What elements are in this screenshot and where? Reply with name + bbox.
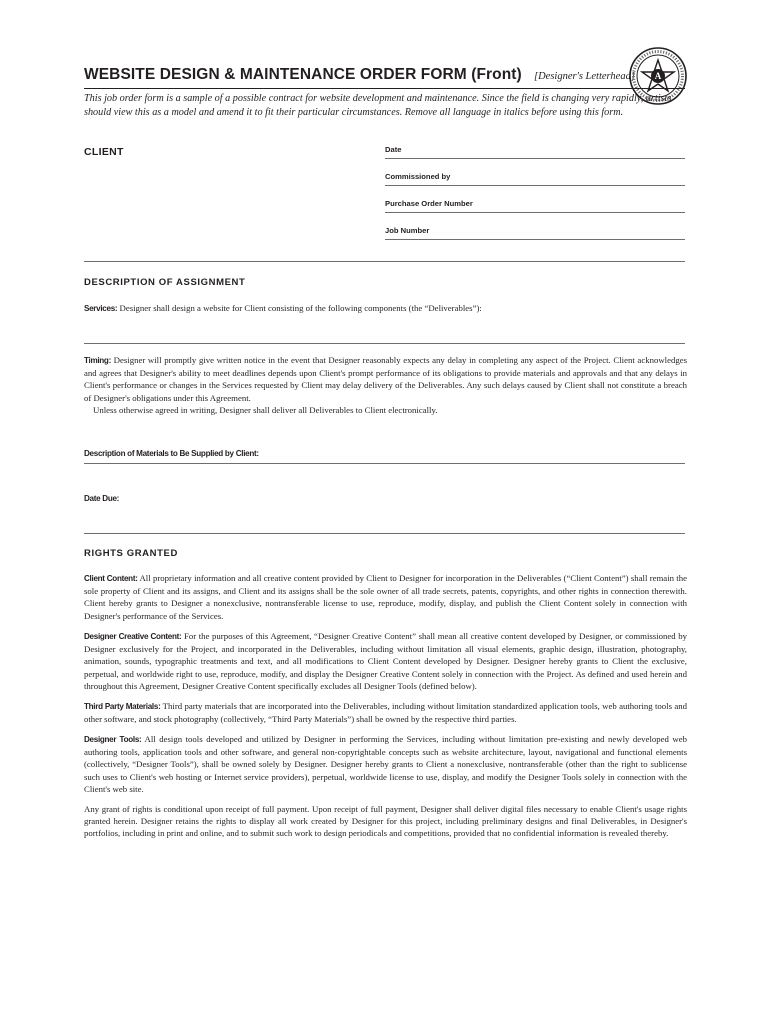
client-content-label: Client Content: xyxy=(84,574,138,583)
third-party-label: Third Party Materials: xyxy=(84,702,161,711)
job-number-field[interactable] xyxy=(385,226,685,235)
timing-text: Designer will promptly give written notice in the event that Designer reasonably expects any delay in completing any aspect of the Project. Client acknowledges and agrees that Designer's ability to meet deadlines depends upon Client's prompt performance of its obligations to provide materials and approvals and that any delays in Client's performance or changes in the Services requested by Client may delay delivery of the Deliverables. Any such delays caused by Client shall not constitute a breach of Designer's obligations under this Agreement. xyxy=(84,355,687,403)
date-field-line xyxy=(385,158,685,159)
title-rule xyxy=(84,88,685,89)
date-due-entry-line[interactable] xyxy=(84,533,685,534)
intro-instructions: This job order form is a sample of a possible contract for website development and maintenance. Since the field is changing very rapidly, artists should view this as a model and amend it to fit their particular circumstances. Remove all language in italics before using this form. xyxy=(84,93,672,118)
purchase-order-line xyxy=(385,212,685,213)
designer-content-label: Designer Creative Content: xyxy=(84,632,182,641)
third-party-paragraph xyxy=(84,700,687,725)
designer-tools-label: Designer Tools: xyxy=(84,735,142,744)
commissioned-by-field[interactable] xyxy=(385,172,685,181)
commissioned-by-line xyxy=(385,185,685,186)
letterhead-placeholder: [Designer's Letterhead] xyxy=(534,71,635,82)
job-number-label: Job Number xyxy=(385,226,430,235)
designer-content-text: For the purposes of this Agreement, “Designer Creative Content” shall mean all creative content developed by Designer, or commissioned by Designer exclusively for the Project, and incorporated in the Deliverables, including without limitation all visual elements, graphic design, illustration, photography, animation, sounds, typographic treatments and text, and all modifications to Client Content developed by Designer. Designer hereby grants to Client the exclusive, perpetual, and worldwide right to use, reproduce, modify, and display the Designer Creative Content solely in connection with the Project. As defined and used herein and throughout this Agreement, Designer Creative Content specifically excludes all Designer Tools (defined below). xyxy=(84,631,687,691)
svg-text:A: A xyxy=(654,71,662,81)
rights-heading: RIGHTS GRANTED xyxy=(84,548,178,559)
materials-entry-line[interactable] xyxy=(84,463,685,464)
form-title: WEBSITE DESIGN & MAINTENANCE ORDER FORM (Front) xyxy=(84,66,522,83)
assignment-heading: DESCRIPTION OF ASSIGNMENT xyxy=(84,277,246,288)
client-content-text: All proprietary information and all creative content provided by Client to Designer for incorporation in the Deliverables (“Client Content”) shall remain the sole property of Client and its assigns, and Client and its assigns shall be the sole owner of all trade secrets, patents, copyrights, and other rights in connection therewith. Client hereby grants to Designer a nonexclusive, nontransferable license to use, reproduce, modify, display, and publish the Client Content solely in connection with Designer's performance of the Services. xyxy=(84,573,687,621)
client-content-paragraph xyxy=(84,572,687,622)
client-label: CLIENT xyxy=(84,146,124,158)
designer-tools-text: All design tools developed and utilized by Designer in performing the Services, including without limitation pre-existing and newly developed web authoring tools, application tools and other software, and general non-copyrightable concepts such as website architecture, layout, navigational and functional elements (collectively, “Designer Tools”), shall be owned solely by Designer. Designer hereby grants to Client a nonexclusive, nontransferable (other than the right to sublicense such uses to Client's web hosting or Internet service providers), perpetual, worldwide license to use, display, and modify the Designer Tools solely in connection with the Client's web site. xyxy=(84,734,688,794)
services-entry-line[interactable] xyxy=(84,343,685,344)
closing-paragraph: Any grant of rights is conditional upon receipt of full payment. Upon receipt of full payment, Designer shall deliver digital files necessary to enable Client's usage rights granted herein. Designer retains the rights to display all work created by Designer for this project, including preliminary designs and final Deliverables, in Designer's portfolios, including in print and online, and to submit such work to design periodicals and competitions, provided that no confidential information is revealed thereby. xyxy=(84,804,687,839)
date-field-label: Date xyxy=(385,145,402,154)
purchase-order-label: Purchase Order Number xyxy=(385,199,473,208)
services-paragraph xyxy=(84,302,687,315)
designer-tools-paragraph xyxy=(84,733,687,795)
designer-content-paragraph xyxy=(84,630,687,692)
third-party-text: Third party materials that are incorporated into the Deliverables, including without limitation standardized application tools, web authoring tools and other software, and stock photography (collectively, “Third Party Materials”) shall be owned by the respective third parties. xyxy=(84,701,687,725)
services-text: Designer shall design a website for Client consisting of the following components (the “Deliverables”): xyxy=(117,303,482,313)
timing-text-delivery: Unless otherwise agreed in writing, Designer shall deliver all Deliverables to Client electronically. xyxy=(93,404,438,415)
date-due-label: Date Due: xyxy=(84,494,120,503)
section-divider xyxy=(84,261,685,262)
timing-label: Timing: xyxy=(84,356,111,365)
job-number-line xyxy=(385,239,685,240)
timing-paragraph xyxy=(84,354,687,416)
services-label: Services: xyxy=(84,304,118,313)
commissioned-by-label: Commissioned by xyxy=(385,172,451,181)
date-field[interactable] xyxy=(385,145,685,154)
materials-label: Description of Materials to Be Supplied by Client: xyxy=(84,449,259,458)
purchase-order-field[interactable] xyxy=(385,199,685,208)
